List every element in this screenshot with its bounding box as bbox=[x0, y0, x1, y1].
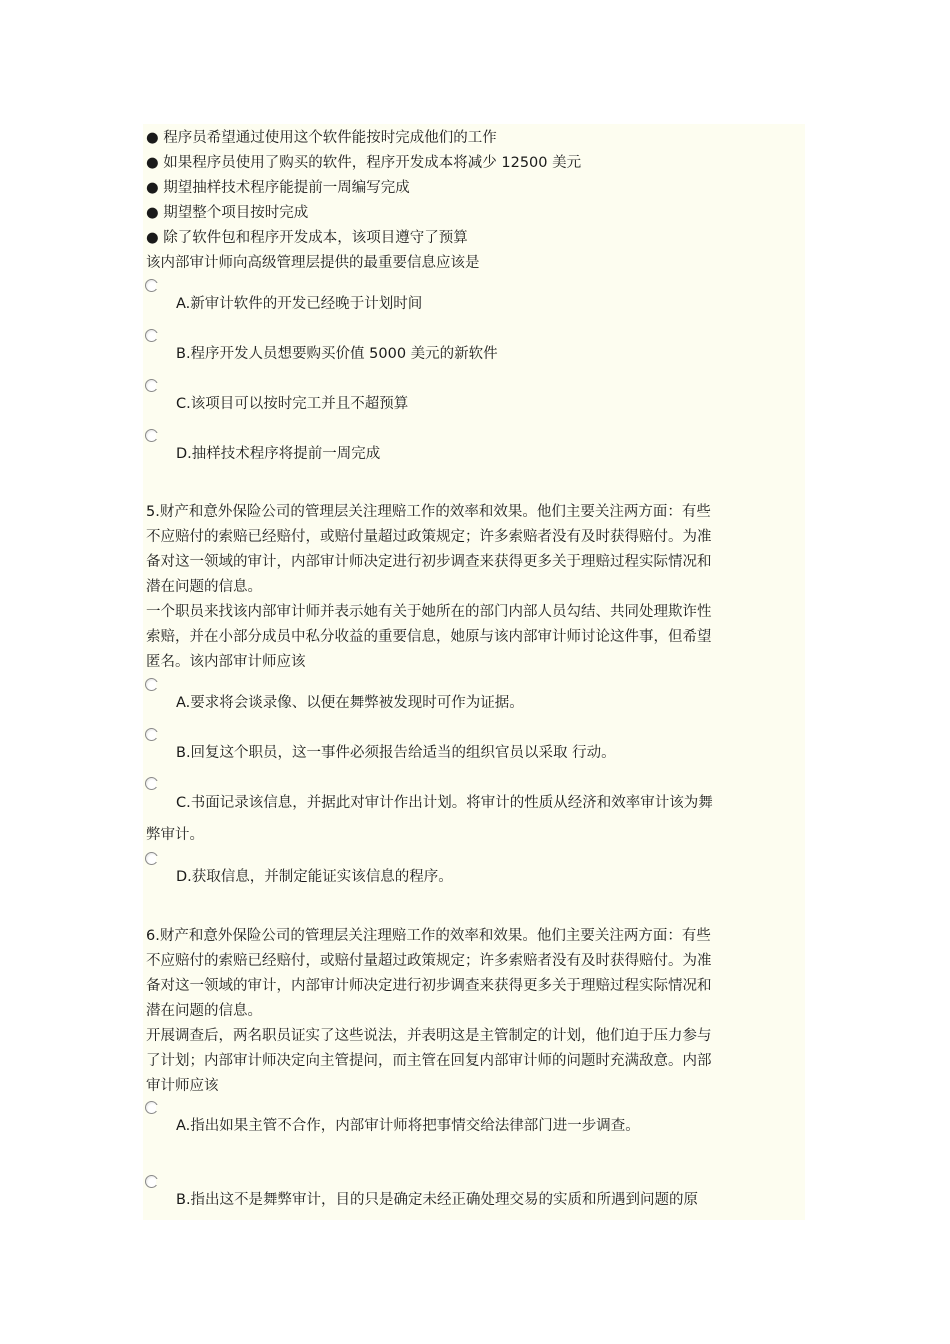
bullet-item: ● 如果程序员使用了购买的软件，程序开发成本将减少 12500 美元 bbox=[146, 155, 582, 171]
question-text: 潜在问题的信息。 bbox=[146, 579, 262, 595]
option-label-b: B.回复这个职员，这一事件必须报告给适当的组织官员以采取 行动。 bbox=[176, 745, 616, 761]
option-label-a: A.要求将会谈录像、以便在舞弊被发现时可作为证据。 bbox=[176, 695, 524, 711]
option-label-c: C.书面记录该信息，并据此对审计作出计划。将审计的性质从经济和效率审计该为舞 bbox=[176, 795, 713, 811]
question-text: 了计划；内部审计师决定向主管提问，而主管在回复内部审计师的问题时充满敌意。内部 bbox=[146, 1053, 712, 1069]
option-label-b: B.指出这不是舞弊审计，目的只是确定未经正确处理交易的实质和所遇到问题的原 bbox=[176, 1192, 699, 1208]
bullet-item: ● 期望整个项目按时完成 bbox=[146, 205, 309, 221]
question-text: 一个职员来找该内部审计师并表示她有关于她所在的部门内部人员勾结、共同处理欺诈性 bbox=[146, 604, 712, 620]
radio-option-d[interactable] bbox=[145, 429, 158, 442]
option-label-d: D.抽样技术程序将提前一周完成 bbox=[176, 446, 381, 462]
radio-option-c[interactable] bbox=[145, 379, 158, 392]
radio-option-a[interactable] bbox=[145, 279, 158, 292]
question-text: 匿名。该内部审计师应该 bbox=[146, 654, 306, 670]
radio-option-a[interactable] bbox=[145, 1101, 158, 1114]
radio-option-a[interactable] bbox=[145, 678, 158, 691]
question-text: 不应赔付的索赔已经赔付，或赔付量超过政策规定；许多索赔者没有及时获得赔付。为准 bbox=[146, 953, 712, 969]
question-text: 5.财产和意外保险公司的管理层关注理赔工作的效率和效果。他们主要关注两方面：有些 bbox=[146, 504, 711, 520]
bullet-item: ● 除了软件包和程序开发成本，该项目遵守了预算 bbox=[146, 230, 468, 246]
option-label-c-continued: 弊审计。 bbox=[146, 827, 204, 843]
option-label-a: A.新审计软件的开发已经晚于计划时间 bbox=[176, 296, 423, 312]
option-label-a: A.指出如果主管不合作，内部审计师将把事情交给法律部门进一步调查。 bbox=[176, 1118, 640, 1134]
bullet-item: ● 期望抽样技术程序能提前一周编写完成 bbox=[146, 180, 410, 196]
question-text: 潜在问题的信息。 bbox=[146, 1003, 262, 1019]
question-stem: 该内部审计师向高级管理层提供的最重要信息应该是 bbox=[146, 255, 480, 271]
radio-option-d[interactable] bbox=[145, 852, 158, 865]
question-text: 审计师应该 bbox=[146, 1078, 219, 1094]
radio-option-b[interactable] bbox=[145, 329, 158, 342]
question-text: 不应赔付的索赔已经赔付，或赔付量超过政策规定；许多索赔者没有及时获得赔付。为准 bbox=[146, 529, 712, 545]
option-label-d: D.获取信息，并制定能证实该信息的程序。 bbox=[176, 869, 453, 885]
question-text: 索赔，并在小部分成员中私分收益的重要信息，她原与该内部审计师讨论这件事，但希望 bbox=[146, 629, 712, 645]
radio-option-b[interactable] bbox=[145, 728, 158, 741]
bullet-item: ● 程序员希望通过使用这个软件能按时完成他们的工作 bbox=[146, 130, 497, 146]
option-label-c: C.该项目可以按时完工并且不超预算 bbox=[176, 396, 409, 412]
radio-option-b[interactable] bbox=[145, 1175, 158, 1188]
question-text: 开展调查后，两名职员证实了这些说法，并表明这是主管制定的计划，他们迫于压力参与 bbox=[146, 1028, 712, 1044]
option-label-b: B.程序开发人员想要购买价值 5000 美元的新软件 bbox=[176, 346, 498, 362]
radio-option-c[interactable] bbox=[145, 777, 158, 790]
question-text: 备对这一领域的审计，内部审计师决定进行初步调查来获得更多关于理赔过程实际情况和 bbox=[146, 978, 712, 994]
question-text: 备对这一领域的审计，内部审计师决定进行初步调查来获得更多关于理赔过程实际情况和 bbox=[146, 554, 712, 570]
question-text: 6.财产和意外保险公司的管理层关注理赔工作的效率和效果。他们主要关注两方面：有些 bbox=[146, 928, 711, 944]
